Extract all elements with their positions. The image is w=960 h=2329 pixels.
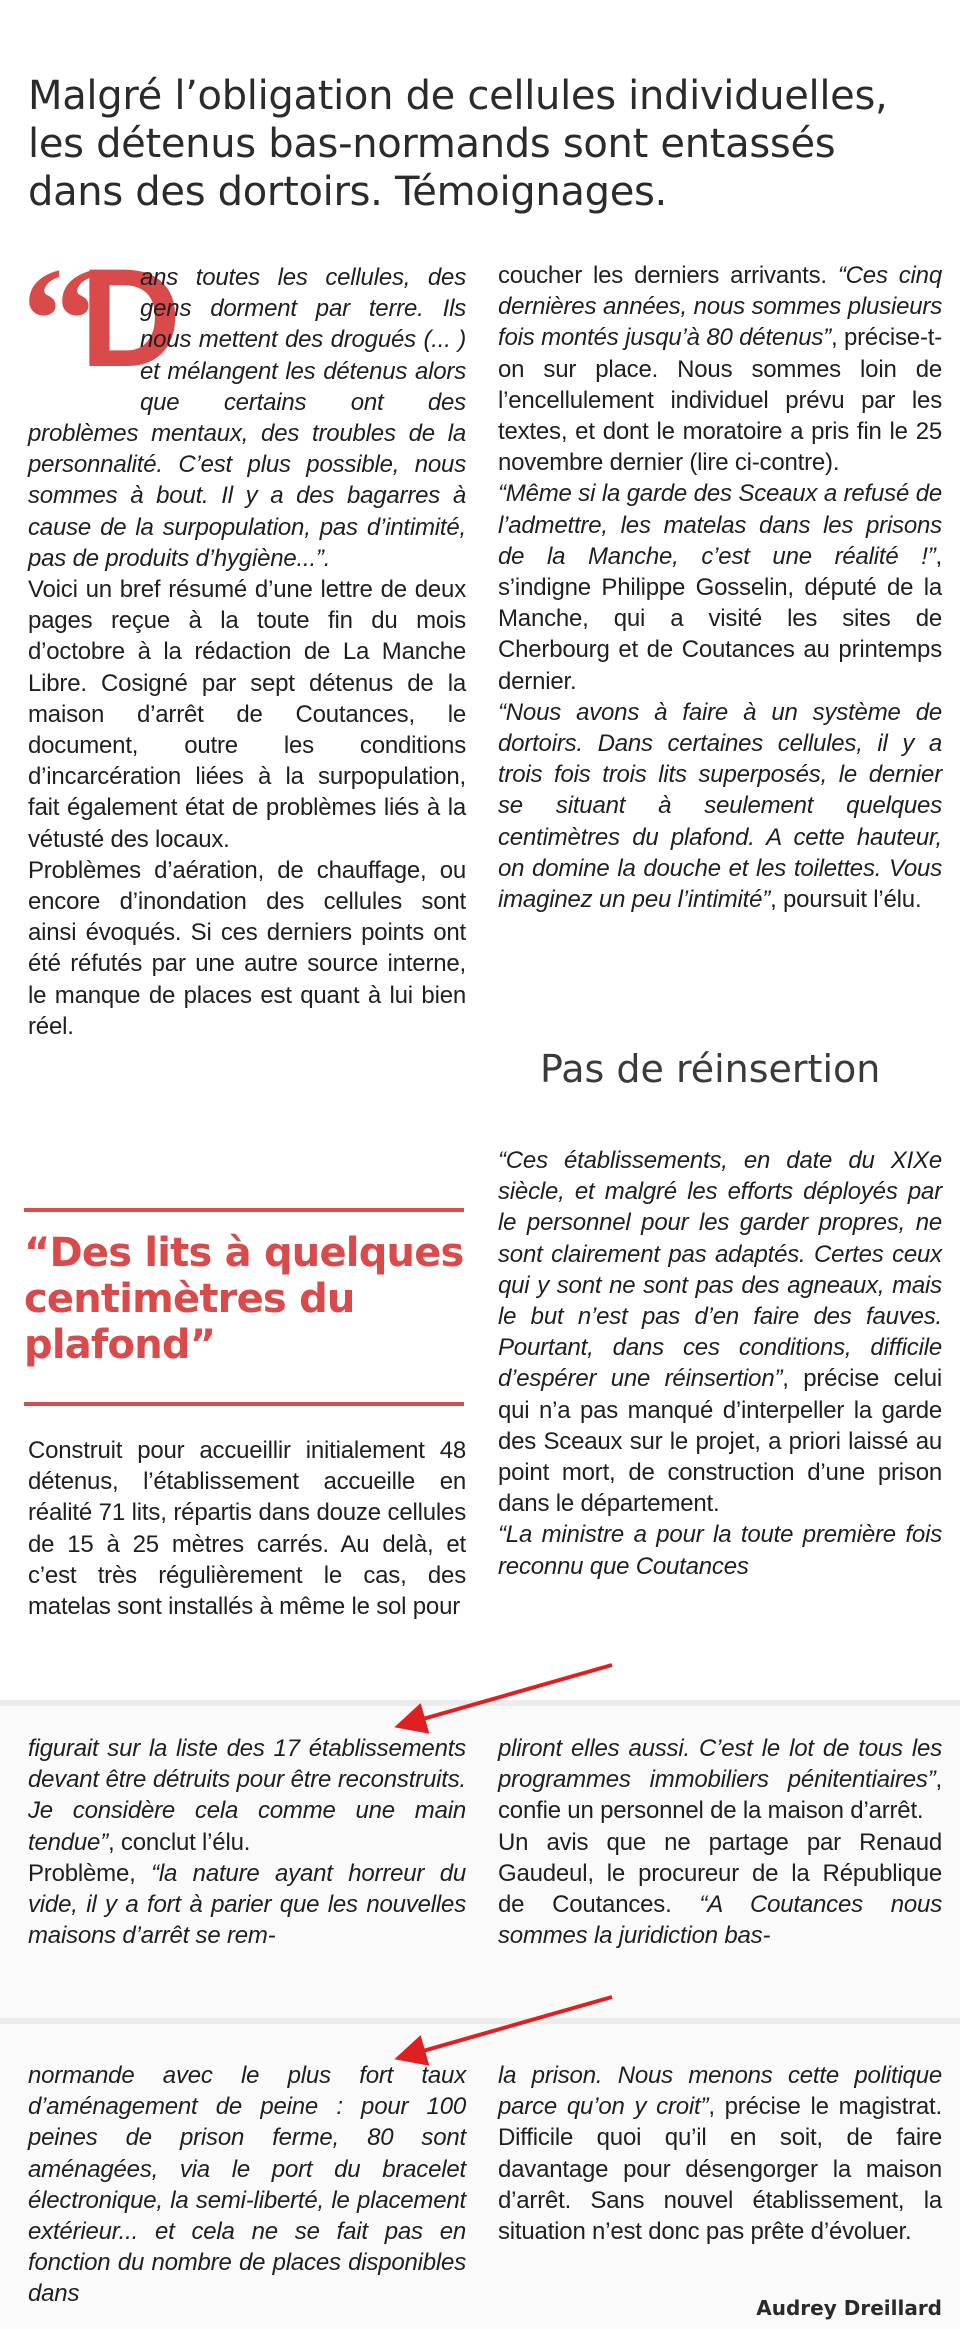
strip2-left-paragraph: normande avec le plus fort taux d’aménagement de peine : pour 100 peines de prison ferme, 80 sont aménagées, via le port du bracelet électronique, la semi-liberté, le placement extérieur... et cela ne se fait pas en fonction du nombre de places disponibles dans xyxy=(28,2062,466,2308)
drop-cap: D xyxy=(80,239,182,396)
strip1-left-paragraph-1: figurait sur la liste des 17 établissements devant être détruits pour être reconstruits. Je considère cela comme une main tendue”, conclut l’élu. xyxy=(28,1735,466,1856)
red-arrow-icon xyxy=(402,1997,612,2057)
strip2-right-paragraph: la prison. Nous menons cette politique parce qu’on y croit”, précise le magistrat. Difficile quoi qu’il en soit, de faire davantage pour désengorger la maison d’arrêt. Sans nouvel établissement, la situation n’est donc pas prête d’évoluer. xyxy=(498,2062,942,2246)
red-arrow-icon xyxy=(402,1665,612,1725)
col2-paragraph-4: “Ces établissements, en date du XIXe siècle, et malgré les efforts déployés par le personnel pour les garder propres, ne sont clairement pas adaptés. Certes ceux qui y sont ne sont pas des agneaux, mais le but n’est pas d’en faire des fauves. Pourtant, dans ces conditions, difficile d’espérer une réinsertion”, précise celui qui n’a pas manqué d’interpeller la garde des Sceaux sur le projet, a priori laissé au point mort, de construction d’une prison dans le département. xyxy=(498,1147,943,1518)
strip1-right-paragraph-2: Un avis que ne partage par Renaud Gaudeul, le procureur de la République de Coutances. “A Coutances nous sommes la juridiction bas- xyxy=(498,1828,942,1950)
author-signature: Audrey Dreillard xyxy=(756,2296,942,2320)
headline: Malgré l’obligation de cellules individuelles, les détenus bas-normands sont entassés dans des dortoirs. Témoignages. xyxy=(28,73,888,215)
col1-lead-paragraph: ans toutes les cellules, des gens dorment par terre. Ils nous mettent des drogués (... ) et mélangent les détenus alors que certains ont des problèmes mentaux, des troubles de la personnalité. C’est plus possible, nous sommes à bout. Il y a des bagarres à cause de la surpopulation, pas d’intimité, pas de produits d’hygiène...”. xyxy=(28,264,466,572)
strip1-right-paragraph-1: pliront elles aussi. C’est le lot de tous les programmes immobiliers pénitentiaires”, confie un personnel de la maison d’arrêt. xyxy=(498,1735,942,1825)
opening-quote-mark: “ xyxy=(22,237,97,403)
col1-paragraph-3: Problèmes d’aération, de chauffage, ou encore d’inondation des cellules sont ainsi évoqués. Si ces derniers points ont été réfutés par une autre source interne, le manque de places est quant à lui bien réel. xyxy=(28,856,466,1040)
section-title: Pas de réinsertion xyxy=(540,1047,881,1091)
col2-paragraph-3: “Nous avons à faire à un système de dortoirs. Dans certaines cellules, il y a trois fois trois lits superposés, le dernier se situant à seulement quelques centimètres du plafond. A cette hauteur, on domine la douche et les toilettes. Vous imaginez un peu l’intimité”, poursuit l’élu. xyxy=(498,698,942,914)
col1-paragraph-4: Construit pour accueillir initialement 48 détenus, l’établissement accueille en réalité 71 lits, répartis dans douze cellules de 15 à 25 mètres carrés. Au delà, et c’est très régulièrement le cas, des matelas sont installés à même le sol pour xyxy=(28,1437,466,1621)
subhead: “Des lits à quelques centimètres du plafond” xyxy=(24,1230,464,1368)
col2-paragraph-2: “Même si la garde des Sceaux a refusé de l’admettre, les matelas dans les prisons de la Manche, c’est une réalité !”, s’indigne Philippe Gosselin, député de la Manche, qui a visité les sites de Cherbourg et de Coutances au printemps dernier. xyxy=(498,480,942,695)
col2-paragraph-5: “La ministre a pour la toute première fois reconnu que Coutances xyxy=(498,1521,942,1580)
col1-paragraph-2: Voici un bref résumé d’une lettre de deux pages reçue à la toute fin du mois d’octobre à la rédaction de La Manche Libre. Cosigné par sept détenus de la maison d’arrêt de Coutances, le document, outre les conditions d’incarcération liées à la surpopulation, fait également état de problèmes liés à la vétusté des locaux. xyxy=(28,576,466,853)
col2-paragraph-1: coucher les derniers arrivants. “Ces cinq dernières années, nous sommes plusieurs fois montés jusqu’à 80 détenus”, précise-t-on sur place. Nous sommes loin de l’encellulement individuel prévu par les textes, et dont le moratoire a pris fin le 25 novembre dernier (lire ci-contre). xyxy=(498,262,942,477)
strip1-left-paragraph-2: Problème, “la nature ayant horreur du vide, il y a fort à parier que les nouvelles maisons d’arrêt se rem- xyxy=(28,1859,466,1950)
